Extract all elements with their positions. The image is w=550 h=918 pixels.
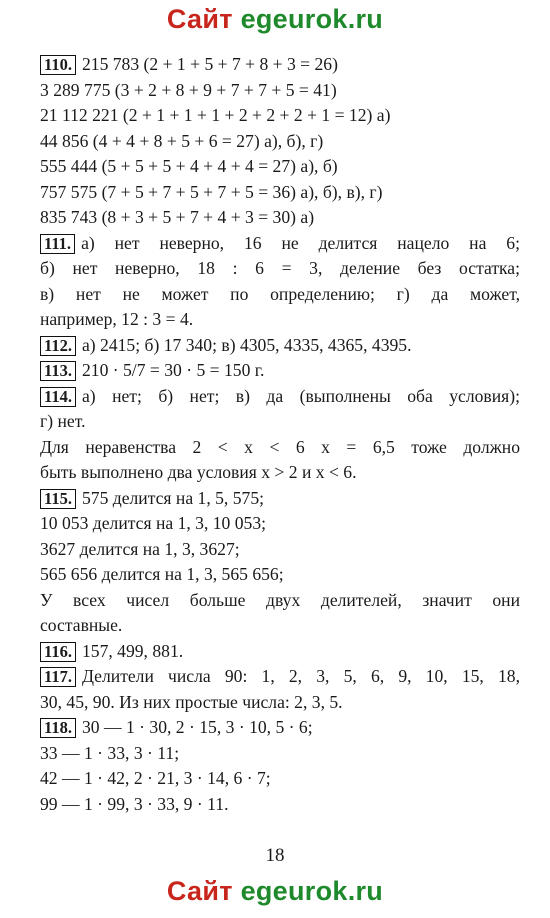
line-text: 44 856 (4 + 4 + 8 + 5 + 6 = 27) а), б), г)	[40, 130, 324, 151]
text-line	[40, 307, 520, 333]
site-banner-top	[0, 4, 550, 35]
exercise-number: 112.	[40, 336, 76, 356]
text-line	[40, 282, 520, 308]
exercise-number: 117.	[40, 667, 76, 687]
line-text: У всех чисел больше двух делителей, значит они	[40, 589, 520, 610]
text-line	[40, 154, 520, 180]
site-banner-bottom	[0, 876, 550, 907]
line-text: быть выполнено два условия x > 2 и x < 6.	[40, 462, 357, 482]
site-name-part2: egeurok.ru	[240, 4, 384, 34]
text-line	[40, 333, 520, 359]
text-line	[40, 613, 520, 639]
text-line	[40, 537, 520, 563]
line-text: г) нет.	[40, 411, 86, 431]
site-name-part1: Сайт	[166, 4, 233, 34]
text-line	[40, 205, 520, 231]
line-text: а) 2415; б) 17 340; в) 4305, 4335, 4365, 4395.	[81, 334, 412, 355]
line-text: 757 575 (7 + 5 + 7 + 5 + 7 + 5 = 36) а), б), в), г)	[40, 181, 383, 202]
exercise-number: 113.	[40, 361, 76, 381]
text-line	[40, 180, 520, 206]
line-text: 10 053 делится на 1, 3, 10 053;	[40, 513, 267, 533]
line-text: 30, 45, 90. Из них простые числа: 2, 3, 5.	[40, 691, 343, 712]
site-name-part2: egeurok.ru	[240, 876, 384, 906]
line-text: 3627 делится на 1, 3, 3627;	[40, 538, 240, 559]
line-text: 21 112 221 (2 + 1 + 1 + 1 + 2 + 2 + 2 + 1 = 12) а)	[40, 105, 391, 125]
text-line	[40, 715, 520, 741]
text-line	[40, 588, 520, 614]
text-line	[40, 511, 520, 537]
line-text: например, 12 : 3 = 4.	[40, 309, 194, 329]
line-text: 575 делится на 1, 5, 575;	[81, 487, 265, 508]
exercise-number: 111.	[40, 234, 75, 254]
text-line	[40, 766, 520, 792]
document-body	[40, 52, 520, 817]
line-text: 99 — 1 · 99, 3 · 33, 9 · 11.	[40, 793, 229, 814]
line-text: в) нет не может по определению; г) да может,	[40, 283, 520, 304]
text-line	[40, 486, 520, 512]
text-line	[40, 78, 520, 104]
line-text: Для неравенства 2 < x < 6 x = 6,5 тоже должно	[40, 436, 520, 457]
line-text: 555 444 (5 + 5 + 5 + 4 + 4 + 4 = 27) а), б)	[40, 156, 338, 176]
exercise-number: 110.	[40, 55, 76, 75]
text-line	[40, 690, 520, 716]
line-text: 835 743 (8 + 3 + 5 + 7 + 4 + 3 = 30) а)	[40, 207, 315, 227]
line-text: составные.	[40, 615, 123, 635]
text-line	[40, 792, 520, 818]
text-line	[40, 562, 520, 588]
line-text: 33 — 1 · 33, 3 · 11;	[40, 742, 180, 763]
line-text: 215 783 (2 + 1 + 5 + 7 + 8 + 3 = 26)	[81, 54, 338, 74]
exercise-number: 118.	[40, 718, 76, 738]
line-text: б) нет неверно, 18 : 6 = 3, деление без остатка;	[40, 258, 520, 278]
line-text: Делители числа 90: 1, 2, 3, 5, 6, 9, 10, 15, 18,	[81, 666, 520, 686]
line-text: 210 · 5/7 = 30 · 5 = 150 г.	[81, 360, 265, 380]
exercise-number: 115.	[40, 489, 76, 509]
text-line	[40, 103, 520, 129]
text-line	[40, 639, 520, 665]
text-line	[40, 52, 520, 78]
text-line	[40, 409, 520, 435]
line-text: 565 656 делится на 1, 3, 565 656;	[40, 564, 284, 584]
line-text: 42 — 1 · 42, 2 · 21, 3 · 14, 6 · 7;	[40, 768, 271, 788]
text-line	[40, 435, 520, 461]
line-text: а) нет неверно, 16 не делится нацело на 6;	[81, 232, 520, 253]
site-name-part1: Сайт	[166, 876, 233, 906]
text-line	[40, 664, 520, 690]
line-text: 30 — 1 · 30, 2 · 15, 3 · 10, 5 · 6;	[81, 717, 313, 737]
text-line	[40, 358, 520, 384]
text-line	[40, 231, 520, 257]
exercise-number: 116.	[40, 642, 76, 662]
text-line	[40, 256, 520, 282]
page-number: 18	[265, 845, 285, 866]
exercise-number: 114.	[40, 387, 76, 407]
line-text: 3 289 775 (3 + 2 + 8 + 9 + 7 + 7 + 5 = 41)	[40, 79, 337, 100]
line-text: а) нет; б) нет; в) да (выполнены оба условия);	[81, 385, 520, 406]
text-line	[40, 741, 520, 767]
line-text: 157, 499, 881.	[81, 640, 184, 661]
text-line	[40, 460, 520, 486]
text-line	[40, 384, 520, 410]
text-line	[40, 129, 520, 155]
